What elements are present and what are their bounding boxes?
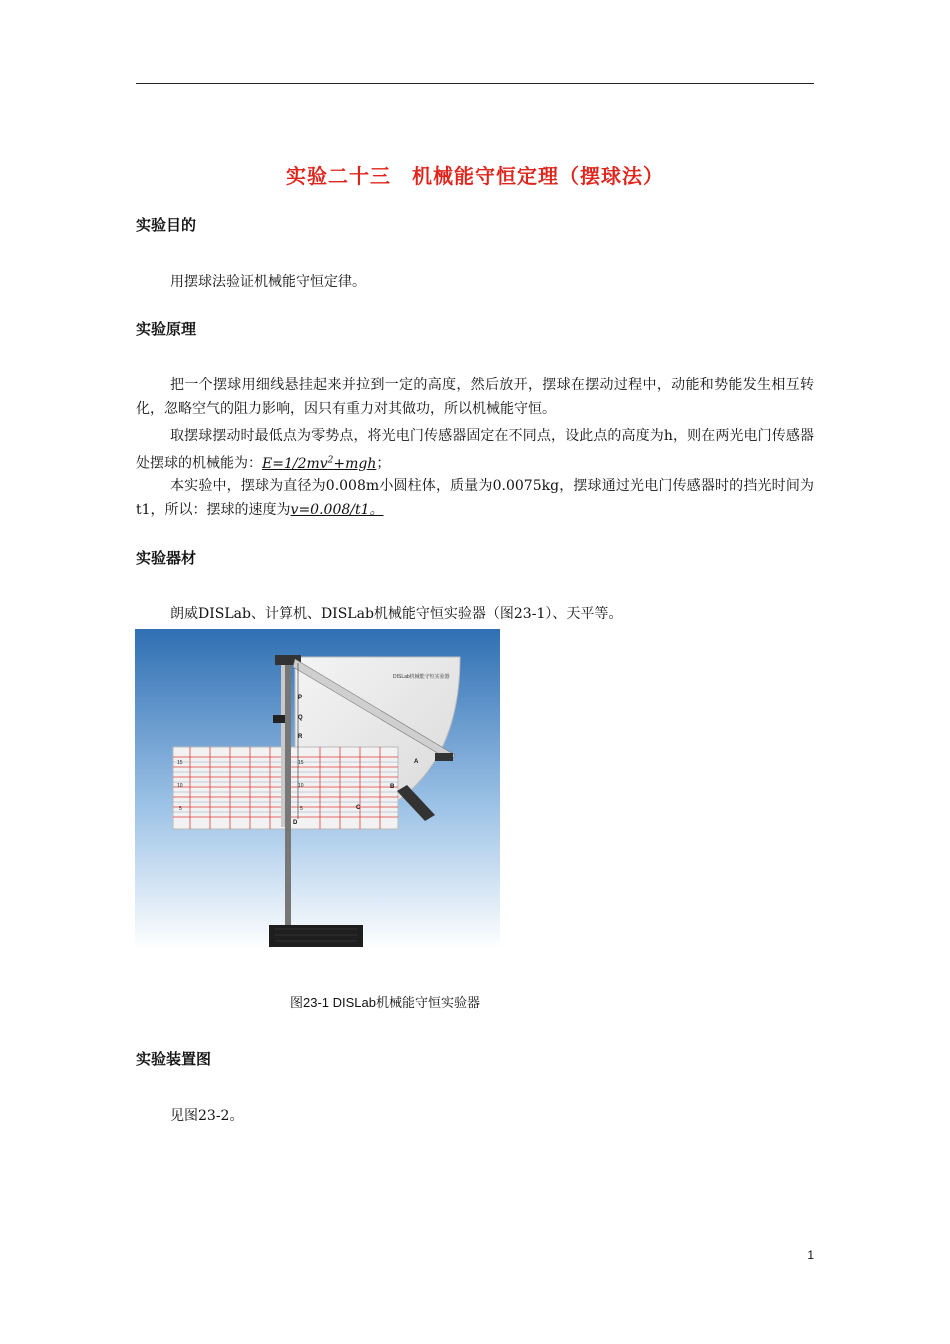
point-label: P [298,695,303,701]
heading-equipment: 实验器材 [136,549,197,567]
principle-paragraph-2: 取摆球摆动时最低点为零势点，将光电门传感器固定在不同点，设此点的高度为h，则在两光电门传感器处摆球的机械能为：$E=1/2mv^2+mgh$； [136,428,814,472]
point-label: R [298,734,303,740]
scale-label: 5 [300,806,303,812]
scale-label: 5 [179,806,182,812]
purpose-text: 用摆球法验证机械能守恒定律。 [170,274,366,290]
point-label: A [414,759,419,765]
panel-label: DISLab机械能守恒实验器 [393,674,450,680]
point-label: B [390,784,395,790]
page-number: 1 [807,1248,814,1262]
point-label: C [356,805,361,811]
point-label: Q [298,715,303,721]
principle-paragraph-1: 把一个摆球用细线悬挂起来并拉到一定的高度，然后放开，摆球在摆动过程中，动能和势能发生相互转化，忽略空气的阻力影响，因只有重力对其做功，所以机械能守恒。 [136,377,814,417]
apparatus-photo [135,629,500,949]
equipment-text: 朗威DISLab、计算机、DISLab机械能守恒实验器（图23-1）、天平等。 [170,606,623,622]
scale-label: 10 [177,783,183,789]
scale-label: 15 [298,760,304,766]
heading-purpose: 实验目的 [136,216,197,234]
header-rule [136,83,814,84]
heading-principle: 实验原理 [136,320,197,338]
figure-caption: 图23-1 DISLab机械能守恒实验器 [290,995,480,1010]
principle-paragraph-3: 本实验中，摆球为直径为0.008m小圆柱体，质量为0.0075kg，摆球通过光电门传感器时的挡光时间为t1，所以：摆球的速度为v=0.008/t1。 [136,478,814,518]
page-title: 实验二十三 机械能守恒定理（摆球法） [286,164,664,188]
point-label: D [293,820,298,826]
setup-text: 见图23-2。 [170,1108,244,1124]
scale-label: 10 [298,783,304,789]
energy-formula: $E=1/2mv^2+mgh$ [262,455,377,472]
scale-label: 15 [177,760,183,766]
velocity-formula: v=0.008/t1。 [290,502,384,518]
heading-setup: 实验装置图 [136,1050,212,1068]
